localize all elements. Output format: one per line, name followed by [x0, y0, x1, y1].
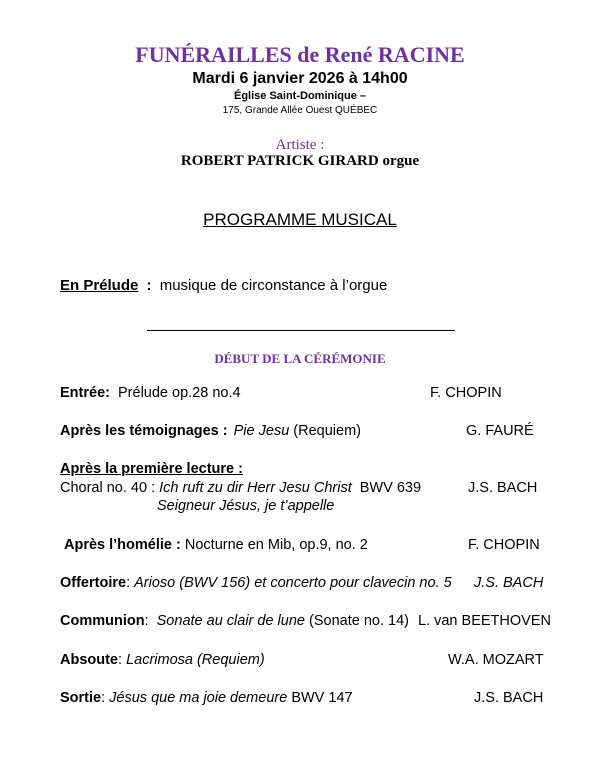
prelude-text: musique de circonstance à l’orgue	[159, 277, 388, 294]
homelie-label: Après l’homélie :	[64, 537, 181, 553]
programme-title: PROGRAMME MUSICAL	[203, 210, 397, 229]
sortie-composer: J.S. BACH	[474, 690, 544, 706]
sortie-piece: Jésus que ma joie demeure	[109, 690, 288, 706]
prelude-label: En Prélude	[60, 277, 139, 294]
homelie-line	[64, 537, 368, 553]
offertoire-piece: Arioso (BWV 156) et concerto pour clavecin no. 5	[134, 575, 452, 591]
prelude-colon: :	[146, 277, 152, 294]
entree-piece: Prélude op.28 no.4	[118, 385, 241, 401]
communion-line: Communion: Sonate au clair de lune (Sonate no. 14)	[60, 613, 409, 629]
communion-piece-rest: (Sonate no. 14)	[309, 613, 409, 629]
absoute-piece: Lacrimosa (Requiem)	[126, 652, 265, 668]
temoignages-line	[60, 423, 361, 439]
absoute-label: Absoute	[60, 652, 118, 668]
communion-piece: Sonate au clair de lune	[156, 613, 305, 629]
lecture-bwv: BWV 639	[359, 480, 422, 496]
ceremony-heading: DÉBUT DE LA CÉRÉMONIE	[214, 351, 386, 366]
lecture-line	[60, 480, 421, 496]
lecture-heading: Après la première lecture :	[60, 461, 243, 477]
church-name: Église Saint-Dominique –	[233, 90, 367, 102]
page-title: FUNÉRAILLES de René RACINE	[135, 42, 465, 67]
artist-name: ROBERT PATRICK GIRARD orgue	[180, 153, 420, 169]
entree-composer: F. CHOPIN	[430, 385, 502, 401]
prelude-line	[60, 277, 387, 294]
communion-label: Communion	[60, 613, 145, 629]
entree-label: Entrée:	[60, 385, 110, 401]
absoute-line: Absoute: Lacrimosa (Requiem)	[60, 652, 265, 668]
service-date: Mardi 6 janvier 2026 à 14h00	[192, 70, 408, 87]
lecture-translation: Seigneur Jésus, je t’appelle	[157, 498, 335, 514]
sortie-label: Sortie	[60, 690, 102, 706]
offertoire-composer: J.S. BACH	[474, 575, 544, 591]
offertoire-line: Offertoire: Arioso (BWV 156) et concerto pour clavecin no. 5	[60, 575, 452, 591]
artist-label: Artiste :	[275, 137, 325, 153]
temoignages-composer: G. FAURÉ	[466, 423, 534, 439]
offertoire-label: Offertoire	[60, 575, 127, 591]
homelie-piece: Nocturne en Mib, op.9, no. 2	[184, 537, 368, 553]
homelie-composer: F. CHOPIN	[468, 537, 540, 553]
entree-line	[60, 385, 241, 401]
divider-line	[147, 330, 455, 331]
temoignages-piece: Pie Jesu	[233, 423, 290, 439]
sortie-piece-rest: BWV 147	[291, 690, 353, 706]
church-address: 175, Grande Allée Ouest QUÉBEC	[222, 105, 378, 116]
lecture-composer: J.S. BACH	[468, 480, 538, 496]
lecture-prefix: Choral no. 40 :	[60, 480, 156, 496]
communion-composer: L. van BEETHOVEN	[418, 613, 551, 629]
temoignages-label: Après les témoignages :	[60, 423, 228, 439]
lecture-piece: Ich ruft zu dir Herr Jesu Christ	[159, 480, 352, 496]
sortie-line: Sortie: Jésus que ma joie demeure BWV 147	[60, 690, 353, 706]
absoute-composer: W.A. MOZART	[448, 652, 544, 668]
temoignages-piece-rest: (Requiem)	[293, 423, 361, 439]
